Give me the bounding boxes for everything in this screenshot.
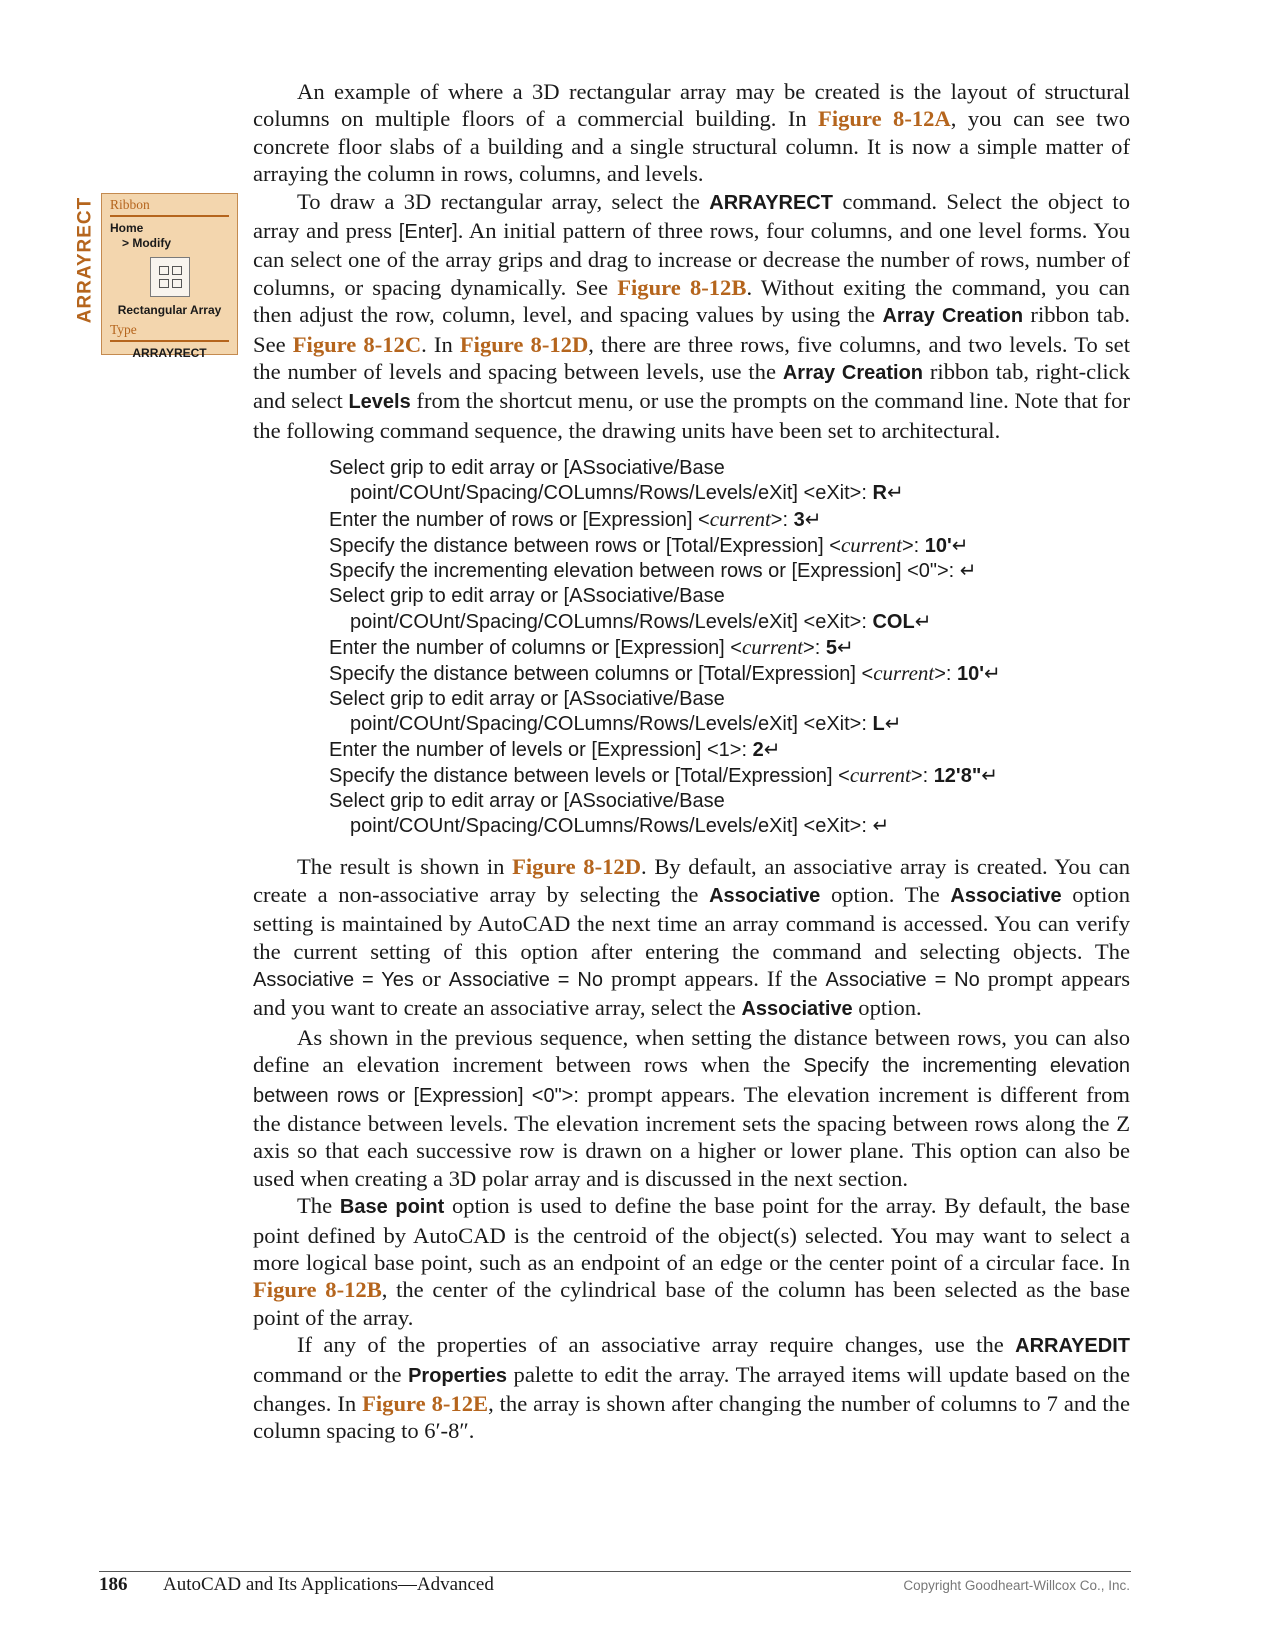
command-line: Select grip to edit array or [ASsociative/Base point/COUnt/Spacing/COLumns/Rows/Levels/eXit] <eXit>: COL↵ (329, 585, 932, 633)
ribbon-tab-name: Array Creation (882, 305, 1024, 328)
command-line: Specify the distance between levels or [Total/Expression] <current>: 12'8"↵ (329, 762, 999, 787)
type-command: ARRAYRECT (132, 346, 207, 360)
footer-rule (99, 1571, 1131, 1572)
rectangular-array-icon (150, 257, 190, 297)
option-name: Associative (741, 998, 853, 1021)
figure-ref: Figure 8-12D (459, 331, 589, 357)
figure-ref: Figure 8-12D (512, 854, 642, 880)
option-name: Base point (339, 1196, 445, 1219)
command-line: Enter the number of columns or [Expression] <current>: 5↵ (329, 634, 854, 659)
sidebar-vertical-text: ARRAYRECT (74, 196, 96, 324)
ribbon-tab-name: Array Creation (782, 362, 924, 385)
prompt-text: Associative = Yes (253, 968, 414, 991)
menu-option: Levels (348, 391, 411, 414)
command-name: ARRAYEDIT (1015, 1335, 1130, 1358)
paragraph-3: The result is shown in Figure 8-12D. By default, an associative array is created. You can create a non-associative array by selecting the Associative option. The Associative option setting is maintained by AutoCAD the next time an array command is accessed. You can verify the current setting of this option after entering the command and selecting objects. The Associative = Yes or Associative = No prompt appears. If the Associative = No prompt appears and you want to create an associative array, select the Associative option. (253, 854, 1131, 1021)
command-line: Select grip to edit array or [ASsociative/Base point/COUnt/Spacing/COLumns/Rows/Levels/eXit] <eXit>: ↵ (329, 789, 890, 838)
page-number: 186 (99, 1574, 128, 1595)
ribbon-heading: Ribbon (110, 197, 229, 217)
key-name: [Enter] (398, 221, 458, 244)
ribbon-path-home: Home (110, 221, 144, 235)
figure-ref: Figure 8-12B (253, 1277, 382, 1303)
command-line: Enter the number of rows or [Expression] <current>: 3↵ (329, 506, 822, 531)
type-heading: Type (110, 322, 229, 342)
prompt-text: Associative = No (448, 968, 603, 991)
sidebar-vertical-label (74, 195, 96, 325)
command-line: Specify the distance between rows or [Total/Expression] <current>: 10'↵ (329, 532, 969, 557)
command-line: Select grip to edit array or [ASsociative/Base point/COUnt/Spacing/COLumns/Rows/Levels/eXit] <eXit>: R↵ (329, 457, 904, 505)
command-line: Enter the number of levels or [Expression] <1>: 2↵ (329, 738, 781, 761)
paragraph-1: An example of where a 3D rectangular array may be created is the layout of structural columns on multiple floors of a commercial building. In Figure 8-12A, you can see two concrete floor slabs of a building and a single structural column. It is now a simple matter of arraying the column in rows, columns, and levels. (253, 79, 1131, 187)
prompt-text: Specify the incrementing elevation between rows or [Expression] <0">: (253, 1055, 1130, 1107)
paragraph-4: As shown in the previous sequence, when setting the distance between rows, you can also define an elevation increment between rows when the Specify the incrementing elevation between rows or [Expression] <0">: prompt appears. The elevation increment is different from the distance between levels. The elevation increment sets the spacing between rows along the Z axis so that each successive row is drawn on a higher or lower plane. This option can also be used when creating a 3D polar array and is discussed in the next section. (253, 1024, 1130, 1191)
command-name: ARRAYRECT (709, 191, 833, 214)
tool-label: Rectangular Array (117, 303, 222, 317)
figure-ref: Figure 8-12E (362, 1391, 489, 1417)
command-line: Specify the incrementing elevation between rows or [Expression] <0">: ↵ (329, 560, 977, 583)
figure-ref: Figure 8-12B (617, 274, 747, 300)
body-text (253, 78, 1130, 1445)
prompt-text: Associative = No (825, 968, 980, 991)
paragraph-5: The Base point option is used to define the base point for the array. By default, the base point defined by AutoCAD is the centroid of the object(s) selected. You may want to select a more logical base point, such as an endpoint of an edge or the center point of a circular face. In Figure 8-12B, the center of the cylindrical base of the column has been selected as the base point of the array. (253, 1193, 1130, 1330)
command-reference-box (101, 193, 238, 360)
figure-ref: Figure 8-12C (292, 331, 422, 357)
command-sequence (329, 456, 1130, 839)
palette-name: Properties (408, 1364, 508, 1387)
figure-ref: Figure 8-12A (818, 106, 951, 132)
option-name: Associative (709, 884, 821, 907)
option-name: Associative (950, 884, 1062, 907)
book-title: AutoCAD and Its Applications—Advanced (163, 1574, 494, 1595)
paragraph-6: If any of the properties of an associative array require changes, use the ARRAYEDIT command or the Properties palette to edit the array. The arrayed items will update based on the changes. In Figure 8-12E, the array is shown after changing the number of columns to 7 and the column spacing to 6′-8″. (253, 1332, 1130, 1444)
copyright-notice: Copyright Goodheart-Willcox Co., Inc. (903, 1578, 1130, 1593)
ribbon-path-modify: > Modify (122, 236, 172, 250)
paragraph-2: To draw a 3D rectangular array, select the ARRAYRECT command. Select the object to array and press [Enter]. An initial pattern of three rows, four columns, and one level forms. You can select one of the array grips and drag to increase or decrease the number of rows, number of columns, or spacing dynamically. See Figure 8-12B. Without exiting the command, you can then adjust the row, column, level, and spacing values by using the Array Creation ribbon tab. See Figure 8-12C. In Figure 8-12D, there are three rows, five columns, and two levels. To set the number of levels and spacing between levels, use the Array Creation ribbon tab, right-click and select Levels from the shortcut menu, or use the prompts on the command line. Note that for the following command sequence, the drawing units have been set to architectural. (253, 188, 1131, 443)
command-line: Specify the distance between columns or [Total/Expression] <current>: 10'↵ (329, 660, 1001, 685)
ribbon-path (110, 221, 237, 251)
command-line: Select grip to edit array or [ASsociative/Base point/COUnt/Spacing/COLumns/Rows/Levels/eXit] <eXit>: L↵ (329, 688, 902, 736)
